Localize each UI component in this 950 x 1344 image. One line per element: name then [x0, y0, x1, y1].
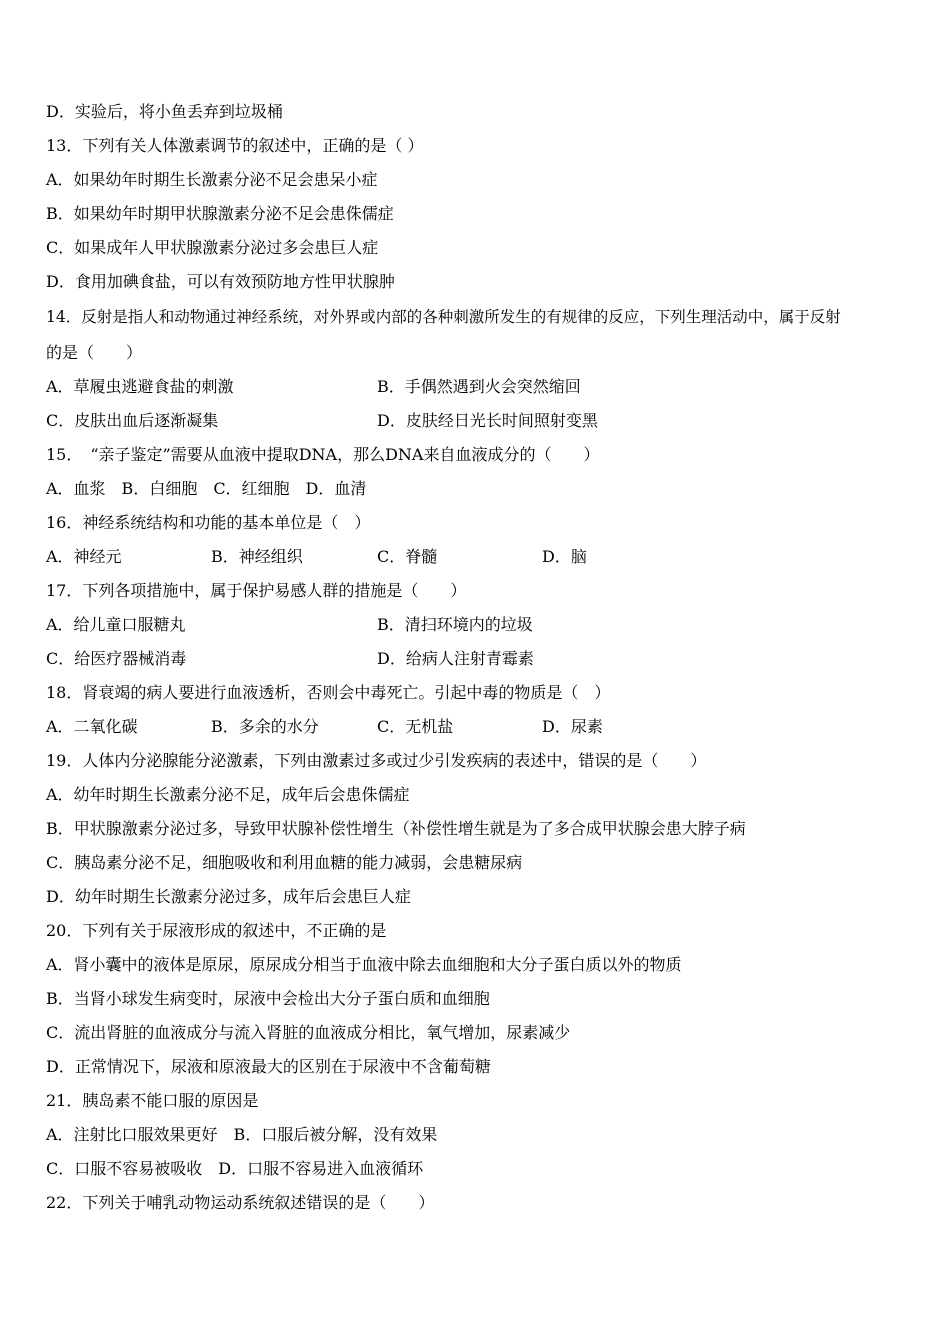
q19-option-b: B．甲状腺激素分泌过多，导致甲状腺补偿性增生（补偿性增生就是为了多合成甲状腺会患大脖子病 [46, 819, 746, 838]
q13-option-c: C．如果成年人甲状腺激素分泌过多会患巨人症 [46, 238, 379, 257]
q14-stem-line2: 的是（ ） [46, 343, 143, 362]
q18-option-b: B．多余的水分 [211, 717, 319, 736]
q13-option-d: D．食用加碘食盐，可以有效预防地方性甲状腺肿 [46, 272, 395, 291]
q18-stem: 18．肾衰竭的病人要进行血液透析，否则会中毒死亡。引起中毒的物质是（ ） [46, 683, 611, 702]
q20-stem: 20．下列有关于尿液形成的叙述中，不正确的是 [46, 921, 387, 940]
q20-option-b: B．当肾小球发生病变时，尿液中会检出大分子蛋白质和血细胞 [46, 989, 490, 1008]
q14-option-d: D．皮肤经日光长时间照射变黑 [377, 411, 598, 430]
q17-option-d: D．给病人注射青霉素 [377, 649, 534, 668]
q21-options-cd: C．口服不容易被吸收 D．口服不容易进入血液循环 [46, 1159, 424, 1178]
q16-option-b: B．神经组织 [211, 547, 303, 566]
q14-option-c: C．皮肤出血后逐渐凝集 [46, 411, 219, 430]
q20-option-a: A．肾小囊中的液体是原尿，原尿成分相当于血液中除去血细胞和大分子蛋白质以外的物质 [46, 955, 682, 974]
q21-options-ab: A．注射比口服效果更好 B．口服后被分解，没有效果 [46, 1125, 438, 1144]
q16-stem: 16．神经系统结构和功能的基本单位是（ ） [46, 513, 371, 532]
q14-stem-line1: 14．反射是指人和动物通过神经系统，对外界或内部的各种刺激所发生的有规律的反应，下列生理活动中，属于反射 [46, 308, 841, 326]
q19-option-c: C．胰岛素分泌不足，细胞吸收和利用血糖的能力减弱，会患糖尿病 [46, 853, 523, 872]
q17-option-c: C．给医疗器械消毒 [46, 649, 187, 668]
q15-options: A．血浆 B．白细胞 C．红细胞 D．血清 [46, 479, 367, 498]
q22-stem: 22．下列关于哺乳动物运动系统叙述错误的是（ ） [46, 1193, 435, 1212]
q20-option-d: D．正常情况下，尿液和原液最大的区别在于尿液中不含葡萄糖 [46, 1057, 491, 1076]
q16-option-c: C．脊髓 [377, 547, 438, 566]
q18-option-c: C．无机盐 [377, 717, 454, 736]
q20-option-c: C．流出肾脏的血液成分与流入肾脏的血液成分相比，氧气增加，尿素减少 [46, 1023, 571, 1042]
q14-option-a: A．草履虫逃避食盐的刺激 [46, 377, 234, 396]
q19-option-d: D．幼年时期生长激素分泌过多，成年后会患巨人症 [46, 887, 411, 906]
q17-option-a: A．给儿童口服糖丸 [46, 615, 186, 634]
q16-option-d: D．脑 [542, 547, 587, 566]
q19-option-a: A．幼年时期生长激素分泌不足，成年后会患侏儒症 [46, 785, 410, 804]
q13-stem: 13．下列有关人体激素调节的叙述中，正确的是（ ） [46, 136, 424, 155]
q15-stem: 15． “亲子鉴定”需要从血液中提取DNA，那么DNA来自血液成分的（ ） [46, 445, 600, 464]
q13-option-a: A．如果幼年时期生长激素分泌不足会患呆小症 [46, 170, 378, 189]
q14-option-b: B．手偶然遇到火会突然缩回 [377, 377, 581, 396]
q17-stem: 17．下列各项措施中，属于保护易感人群的措施是（ ） [46, 581, 467, 600]
q16-option-a: A．神经元 [46, 547, 122, 566]
q18-option-a: A．二氧化碳 [46, 717, 138, 736]
q21-stem: 21．胰岛素不能口服的原因是 [46, 1091, 259, 1110]
q18-option-d: D．尿素 [542, 717, 603, 736]
q19-stem: 19．人体内分泌腺能分泌激素，下列由激素过多或过少引发疾病的表述中，错误的是（ ） [46, 751, 707, 770]
q17-option-b: B．清扫环境内的垃圾 [377, 615, 533, 634]
q13-option-b: B．如果幼年时期甲状腺激素分泌不足会患侏儒症 [46, 204, 394, 223]
q12-option-d: D．实验后，将小鱼丢弃到垃圾桶 [46, 102, 283, 121]
